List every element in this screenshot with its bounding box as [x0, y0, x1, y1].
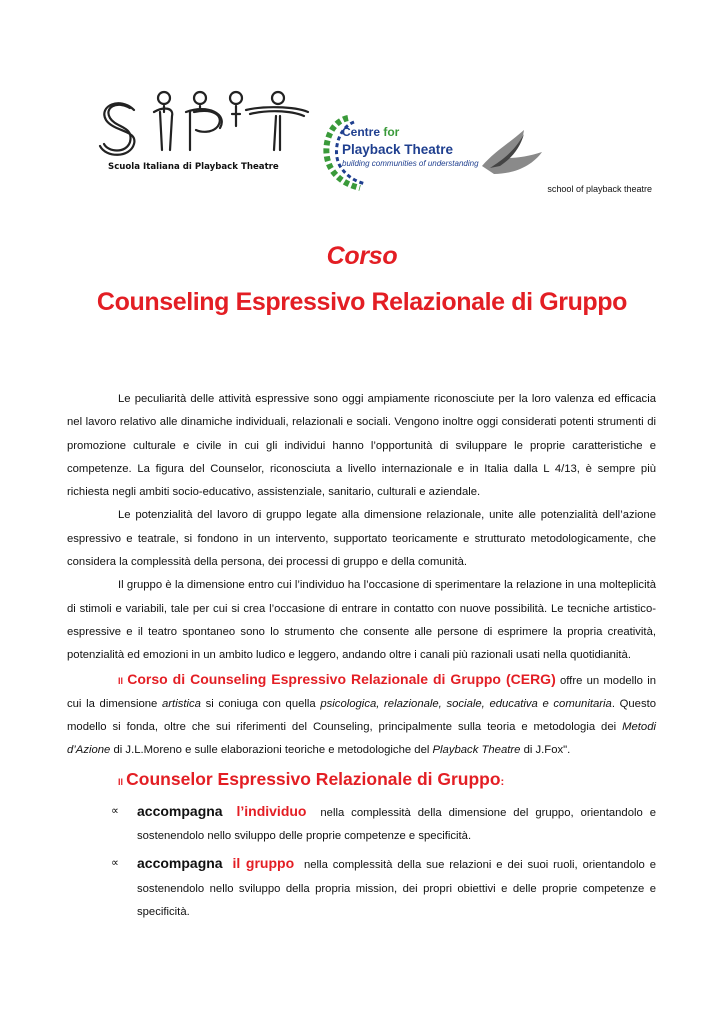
document-body [67, 388, 656, 928]
paragraph: Il gruppo è la dimensione entro cui l’individuo ha l’occasione di sperimentare la relazione in una molteplicità di stimoli e variabili, tale per cui si crea l’occasione di entrare in contatto con nuove possibilità. Le tecniche artistico-espressive e il teatro spontaneo sono lo strumento che consente alle persone di esprimere la propria creatività, potenzialità ed emozioni in un ambito ludico e leggero, andando oltre i canali più razionali usati nella quotidianità. [67, 579, 656, 662]
dove-icon [478, 122, 544, 178]
list-item: ∝ accompagna il gruppo nella complessità della sue relazioni e dei suoi ruoli, orientandolo e sostenendolo nello sviluppo della propria mission, dei propri obiettivi e delle proprie competenze e specificità. [67, 852, 656, 924]
bullet-symbol: ∝ [111, 857, 119, 870]
course-name: Corso di Counseling Espressivo Relazionale di Gruppo (CERG) [127, 670, 556, 687]
school-caption: school of playback theatre [547, 184, 652, 194]
bullet-symbol: ∝ [111, 804, 119, 817]
page-title: Counseling Espressivo Relazionale di Gruppo [96, 288, 628, 316]
centre-for-playback-theatre-logo [322, 112, 492, 192]
paragraph-cerg: Il Corso di Counseling Espressivo Relazionale di Gruppo (CERG) offre un modello in cui la dimensione artistica si coniuga con quella psicologica, relazionale, sociale, educativa e comunitaria. Questo modello si fonda, oltre che sui riferimenti del Counseling, principalmente sulla teoria e metodologia dei Metodi d’Azione di J.L.Moreno e sulle elaborazioni teoriche e metodologiche del Playback Theatre di J.Fox". [67, 670, 657, 757]
paragraph: Le peculiarità delle attività espressive sono oggi ampiamente riconosciute per la loro valenza ed efficacia nel lavoro relativo alle dinamiche individuali, relazionali e sociali. Vengono inoltre oggi considerati potenti strumenti di promozione culturale e civile in cui gli individui hanno l’opportunità di sviluppare le proprie caratteristiche e competenze. La figura del Counselor, riconosciuta a livello internazionale e in Italia dalla L 4/13, è sempre più richiesta negli ambiti socio-educativo, assistenziale, sanitario, culturali e aziendale. [67, 393, 656, 499]
list-item: ∝ accompagna l’individuo nella complessità della dimensione del gruppo, orientandolo e sostenendolo nello sviluppo delle proprie competenze e specificità. [67, 800, 656, 849]
svg-text:building communities of unders: building communities of understanding [342, 159, 479, 168]
course-label: Corso [326, 242, 398, 270]
sipt-logo-text: Scuola Italiana di Playback Theatre [108, 162, 279, 172]
sipt-logo [68, 86, 318, 196]
paragraph: Le potenzialità del lavoro di gruppo legate alla dimensione relazionale, unite alle potenzialità dell’azione espressivo e teatrale, si fondono in un intervento, supportato teoricamente e strutturato metodologicamente, che considera la complessità della persona, dei processi di gruppo e della comunità. [67, 509, 656, 569]
counselor-heading: Il Counselor Espressivo Relazionale di Gruppo: [118, 768, 505, 789]
counselor-bullet-list [67, 800, 656, 924]
svg-text:Centre for: Centre for [342, 125, 400, 139]
svg-text:Playback Theatre: Playback Theatre [342, 142, 454, 157]
